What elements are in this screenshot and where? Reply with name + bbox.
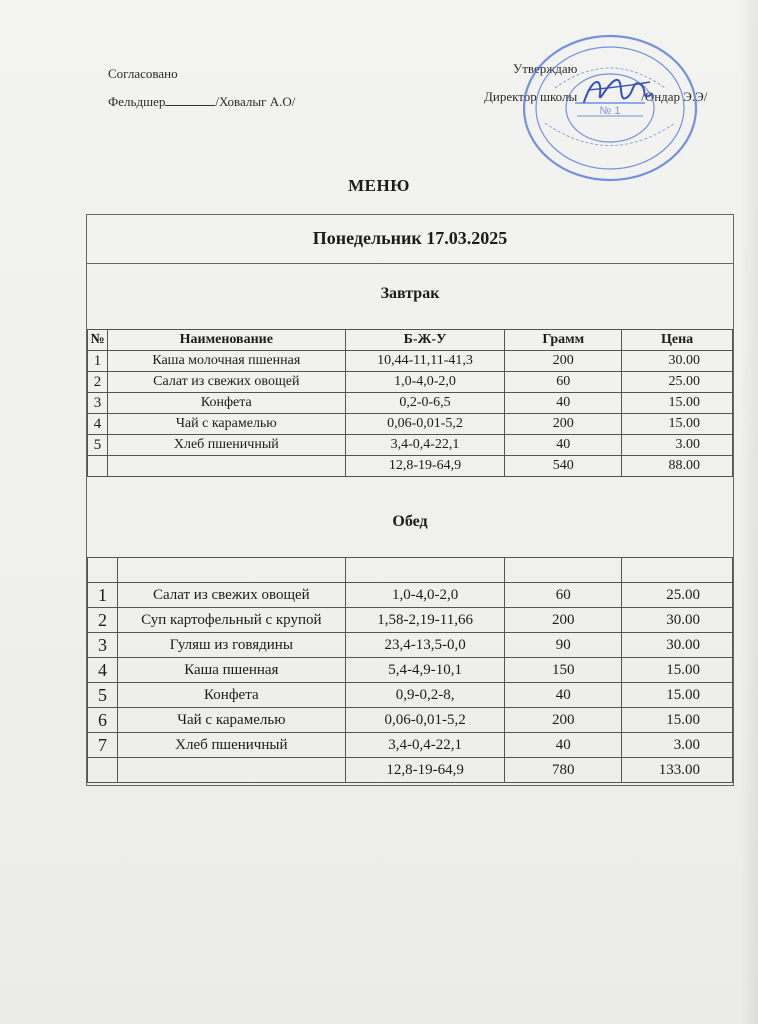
dish-name: Салат из свежих овощей [107,372,345,393]
director-signature [578,72,658,112]
total-price: 133.00 [622,758,733,783]
dish-name: Каша молочная пшенная [107,351,345,372]
dish-bju: 0,2-0-6,5 [345,393,505,414]
dish-grams: 150 [505,658,622,683]
total-name-blank [107,456,345,477]
dish-price: 30.00 [622,351,733,372]
total-bju: 12,8-19-64,9 [345,758,505,783]
dish-price: 25.00 [622,583,733,608]
approval-left-signer [108,94,295,110]
dish-grams: 200 [505,608,622,633]
table-row [88,435,733,456]
row-number: 5 [88,683,118,708]
dish-grams: 200 [505,351,622,372]
dish-price: 15.00 [622,708,733,733]
breakfast-title: Завтрак [380,285,440,302]
dish-price: 15.00 [622,658,733,683]
dish-bju: 23,4-13,5-0,0 [345,633,505,658]
signer-left-name: /Ховалыг А.О/ [215,94,296,109]
row-number: 2 [88,372,108,393]
dish-name: Гуляш из говядины [117,633,345,658]
dish-name: Конфета [117,683,345,708]
dish-grams: 60 [505,372,622,393]
total-price: 88.00 [622,456,733,477]
svg-text:№ 1: № 1 [599,105,621,117]
breakfast-table [87,329,733,477]
dish-bju: 5,4-4,9-10,1 [345,658,505,683]
approval-left-label: Согласовано [108,66,178,81]
dish-price: 15.00 [622,683,733,708]
signature-blank-line [165,94,215,106]
table-row [88,708,733,733]
dish-name: Хлеб пшеничный [107,435,345,456]
row-number: 5 [88,435,108,456]
dish-grams: 40 [505,733,622,758]
row-number: 4 [88,414,108,435]
dish-bju: 10,44-11,11-41,3 [345,351,505,372]
dish-price: 30.00 [622,608,733,633]
dish-bju: 0,9-0,2-8, [345,683,505,708]
page-shadow [740,0,758,1024]
row-number: 1 [88,583,118,608]
table-row [88,393,733,414]
dish-name: Салат из свежих овощей [117,583,345,608]
dish-bju: 0,06-0,01-5,2 [345,414,505,435]
table-row [88,414,733,435]
table-row [88,633,733,658]
menu-title: МЕНЮ [348,176,410,195]
dish-price: 3.00 [622,435,733,456]
dish-price: 3.00 [622,733,733,758]
row-number: 2 [88,608,118,633]
dish-grams: 40 [505,393,622,414]
col-num: № [88,330,108,351]
table-row [88,351,733,372]
dish-price: 15.00 [622,414,733,435]
row-number: 3 [88,393,108,414]
dish-name: Суп картофельный с крупой [117,608,345,633]
dish-price: 30.00 [622,633,733,658]
dish-price: 25.00 [622,372,733,393]
col-gram: Грамм [505,330,622,351]
lunch-title: Обед [392,513,428,530]
signer-right-name: /Ондар Э.Э/ [641,89,708,104]
dish-bju: 0,06-0,01-5,2 [345,708,505,733]
dish-bju: 1,0-4,0-2,0 [345,583,505,608]
dish-name: Хлеб пшеничный [117,733,345,758]
row-number: 1 [88,351,108,372]
total-num-blank [88,456,108,477]
table-row [88,372,733,393]
row-number: 4 [88,658,118,683]
total-num-blank [88,758,118,783]
lunch-empty-header-row [88,558,733,583]
row-number: 3 [88,633,118,658]
dish-bju: 1,58-2,19-11,66 [345,608,505,633]
dish-grams: 40 [505,683,622,708]
approval-right-label: Утверждаю [513,61,578,76]
dish-grams: 60 [505,583,622,608]
signer-left-role: Фельдшер [108,94,166,109]
signer-right-role: Директор школы [484,89,578,104]
row-number: 6 [88,708,118,733]
total-bju: 12,8-19-64,9 [345,456,505,477]
dish-grams: 200 [505,414,622,435]
table-row [88,733,733,758]
day-heading [87,215,733,264]
col-price: Цена [622,330,733,351]
dish-bju: 1,0-4,0-2,0 [345,372,505,393]
lunch-table [87,557,733,783]
dish-price: 15.00 [622,393,733,414]
table-row [88,608,733,633]
total-grams: 780 [505,758,622,783]
dish-grams: 40 [505,435,622,456]
dish-bju: 3,4-0,4-22,1 [345,435,505,456]
dish-grams: 90 [505,633,622,658]
dish-name: Каша пшенная [117,658,345,683]
col-name: Наименование [107,330,345,351]
dish-bju: 3,4-0,4-22,1 [345,733,505,758]
row-number: 7 [88,733,118,758]
dish-grams: 200 [505,708,622,733]
dish-name: Чай с карамелью [107,414,345,435]
dish-name: Конфета [107,393,345,414]
col-bju: Б-Ж-У [345,330,505,351]
table-row [88,658,733,683]
day-label: Понедельник 17.03.2025 [312,228,508,248]
menu-sheet [86,214,734,786]
breakfast-header-row [88,330,733,351]
total-name-blank [117,758,345,783]
dish-name: Чай с карамелью [117,708,345,733]
total-grams: 540 [505,456,622,477]
total-row [88,456,733,477]
table-row [88,583,733,608]
table-row [88,683,733,708]
total-row [88,758,733,783]
